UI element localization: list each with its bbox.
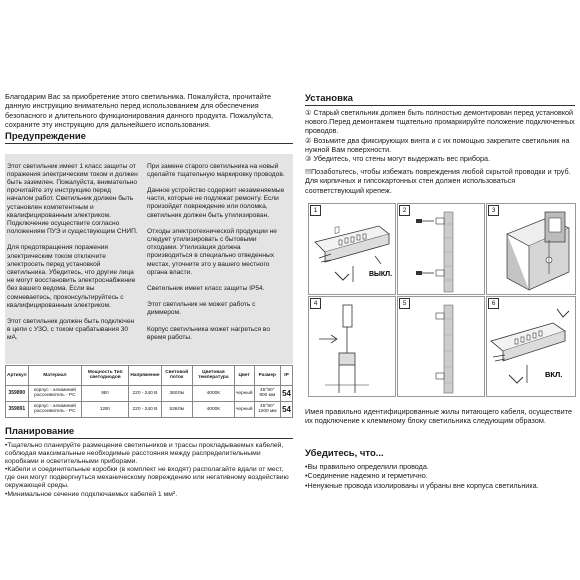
installation-heading: Установка — [305, 93, 575, 106]
step-number: 5 — [399, 298, 410, 309]
warning-paragraph: Светильник имеет класс защиты IP54. — [147, 285, 265, 293]
header-cell: IP — [281, 365, 293, 385]
step-number: 1 — [310, 205, 321, 216]
warning-heading: Предупреждение — [5, 131, 293, 144]
installation-list — [305, 108, 575, 163]
diagram-step-5 — [397, 296, 485, 397]
diagram-step-3 — [486, 203, 576, 295]
warning-paragraph: Отходы электротехнической продукции не следует утилизировать с бытовыми отходами. Утилизация должна производиться в специально отведенных местах, уточните это у вашего местного органа власти. — [147, 227, 277, 276]
check-heading: Убедитесь, что... — [305, 448, 384, 459]
table-cell: корпус - алюминий рассеиватель - PC — [28, 385, 81, 401]
table-cell: 359890 — [6, 385, 29, 401]
planning-heading: Планирование — [5, 426, 293, 439]
table-row — [6, 401, 293, 417]
list-item: ③ Убедитесь, что стены могут выдержать вес прибора. — [305, 154, 490, 164]
table-cell: черный — [234, 385, 254, 401]
header-cell: Цветовая температура — [192, 365, 234, 385]
table-cell: 12Вт — [82, 401, 129, 417]
header-cell: Мощность Тип светодиодов — [82, 365, 129, 385]
warning-left-column — [7, 163, 139, 351]
junction-box-off-illustration — [309, 204, 395, 294]
diagram-caption: Имея правильно идентифицированные жилы питающего кабеля, осуществите их подключение к клеммному блоку светильника следующим образом. — [305, 407, 573, 426]
table-cell: 220 - 240 В — [129, 385, 161, 401]
warning-right-column — [147, 163, 287, 350]
table-cell: 4000К — [192, 385, 234, 401]
table-cell: 359891 — [6, 401, 29, 417]
table-cell: 360Лм — [161, 385, 192, 401]
warning-paragraph: Данное устройство содержит незаменяемые части, которые не подлежат ремонту. Если произойдет повреждение или поломка, светильник должен быть утилизирован. — [147, 187, 285, 219]
check-section — [305, 448, 577, 490]
installation-diagram — [308, 203, 574, 395]
table-cell: корпус - алюминий рассеиватель - PC — [28, 401, 81, 417]
warning-box — [5, 154, 293, 364]
header-cell: Артикул — [6, 365, 29, 385]
off-label: ВЫКЛ. — [369, 271, 393, 278]
list-item: ② Возьмите два фиксирующих винта и с их помощью закрепите светильник на нужной Вам поверхности. — [305, 135, 570, 154]
list-item: •Кабели и соединительные коробки (в комплект не входят) располагайте вдали от мест, где они могут подвергнуться механическому повреждению или негативному воздействию окружающей среды. — [5, 466, 289, 490]
on-label: ВКЛ. — [545, 370, 563, 379]
installation-warning: !!!Позаботьтесь, чтобы избежать повреждения любой скрытой проводки и труб. Для кирпичных и гипсокартонных стен должен использоваться соответствующий крепеж. — [305, 167, 571, 195]
table-cell: 9Вт — [82, 385, 129, 401]
list-item: •Вы правильно определили провода. — [305, 462, 429, 471]
planning-section — [5, 425, 293, 499]
check-list — [305, 462, 577, 490]
header-cell: Материал — [28, 365, 81, 385]
diagram-step-6 — [486, 296, 576, 397]
diagram-step-1 — [308, 203, 396, 295]
table-cell: черный — [234, 401, 254, 417]
junction-box-on-illustration — [487, 297, 575, 396]
header-cell: Цвет — [234, 365, 254, 385]
warning-paragraph: Этот светильник имеет 1 класс защиты от поражения электрическим током и должен быть заземлен. Пожалуйста, внимательно прочитайте эту инструкцию перед началом работ. Светильник должен быть установлен компетентным и квалифицированным электриком. Подключение осуществите согласно положениям ПУЭ и существующим СНИП. — [7, 162, 138, 236]
warning-paragraph: Корпус светильника может нагреться во время работы. — [147, 325, 271, 341]
warning-paragraph: Этот светильник не может работь с диммером. — [147, 301, 256, 317]
left-column — [5, 92, 293, 418]
header-cell: Световой поток — [161, 365, 192, 385]
intro-text: Благодарим Вас за приобретение этого светильника. Пожалуйста, прочитайте данную инструкцию внимательно перед использованием для обеспечения безопасного и длительного функционирования данного продукта. Пожалуйста, сохраните эту инструкцию для дальнейшего использования. — [5, 92, 274, 130]
header-cell: Напряжение — [129, 365, 161, 385]
table-cell: 4000К — [192, 401, 234, 417]
spec-table — [5, 365, 293, 418]
step-number: 6 — [488, 298, 499, 309]
table-cell: 220 - 240 В — [129, 401, 161, 417]
step-number: 3 — [488, 205, 499, 216]
planning-list — [5, 442, 293, 499]
cable-entry-illustration — [309, 297, 395, 396]
fixture-on-wall-illustration — [398, 297, 484, 396]
installation-section — [305, 92, 575, 195]
list-item: •Минимальное сечение подключаемых кабелей 1 мм². — [5, 490, 178, 498]
list-item: •Тщательно планируйте размещение светильников и трассы прокладываемых кабелей, соблюдая максимальные необходимые расстояния между распределительными коробками и осветительными приборами. — [5, 442, 284, 466]
spec-table-header — [6, 365, 293, 385]
fixture-drilling-illustration — [487, 204, 575, 294]
table-cell: 54 — [281, 401, 293, 417]
warning-paragraph: Для предотвращения поражения электрическим током отключите электросеть перед установкой светильника. Убедитесь, что другие лица не могут восстановить электроснабжение без вашего ведома. Если вы сомневаетесь, проконсультируйтесь с квалифицированным электриком. — [7, 244, 136, 309]
header-cell: Размер — [254, 365, 281, 385]
table-cell: 45°90° 900 мм — [254, 385, 281, 401]
table-cell: 45°90° 1200 мм — [254, 401, 281, 417]
list-item: •Соединение надежно и герметично. — [305, 471, 428, 481]
table-row — [6, 385, 293, 401]
warning-paragraph: Этот светильник должен быть подключен в цепи с УЗО, с током срабатывания 30 мА. — [7, 318, 135, 342]
table-cell: 54 — [281, 385, 293, 401]
diagram-step-4 — [308, 296, 396, 397]
table-cell: 536Лм — [161, 401, 192, 417]
list-item: •Ненужные провода изолированы и убраны вне корпуса светильника. — [305, 480, 539, 490]
warning-paragraph: При замене старого светильника на новый сделайте тщательную маркировку проводов. — [147, 162, 285, 178]
list-item: ① Старый светильник должен быть полностью демонтирован перед установкой нового.Перед демонтажем тщательно промаркируйте положение подключенных проводов. — [305, 108, 575, 136]
diagram-step-2 — [397, 203, 485, 295]
step-number: 2 — [399, 205, 410, 216]
step-number: 4 — [310, 298, 321, 309]
wall-mount-illustration — [398, 204, 484, 294]
